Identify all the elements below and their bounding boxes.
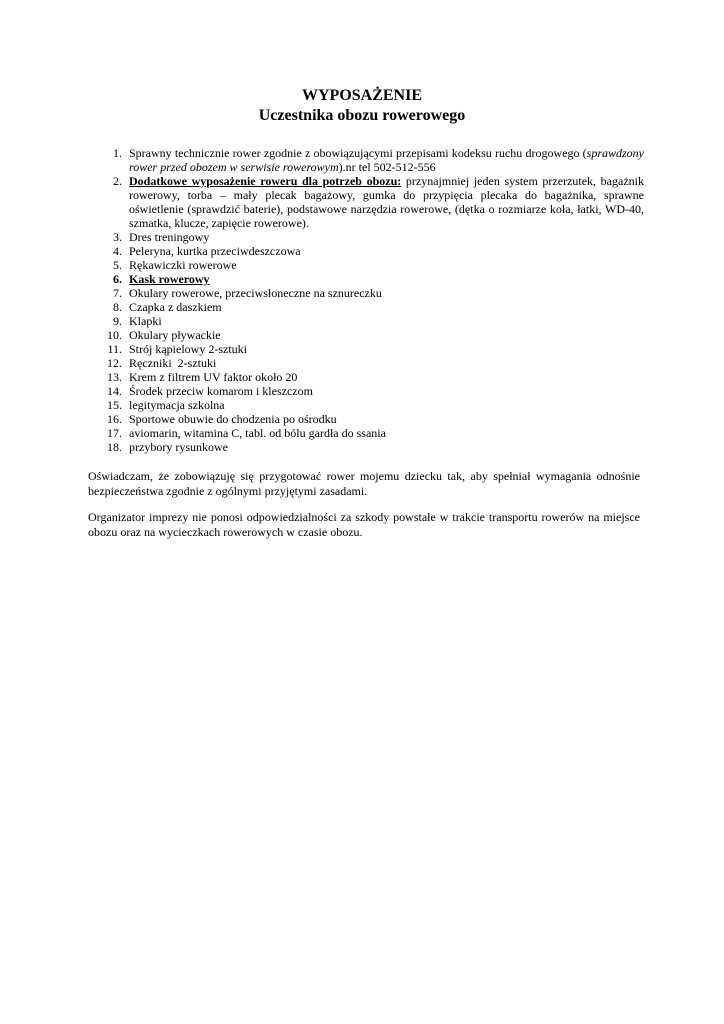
list-item [88, 440, 644, 454]
list-item [88, 174, 644, 230]
list-item [88, 328, 644, 342]
list-item-text: Klapki [129, 314, 162, 328]
list-item-number: 4. [113, 244, 122, 258]
declaration-paragraph: Oświadczam, że zobowiązuję się przygotować rower mojemu dziecku tak, aby spełniał wymagania odnośnie bezpieczeństwa zgodnie z ogólnymi przyjętymi zasadami. [88, 469, 640, 498]
list-item-number: 14. [107, 384, 122, 398]
liability-paragraph: Organizator imprezy nie ponosi odpowiedzialności za szkody powstałe w trakcie transportu rowerów na miejsce obozu oraz na wycieczkach rowerowych w czasie obozu. [88, 510, 640, 539]
document-title: WYPOSAŻENIE [301, 87, 423, 104]
list-item-number: 10. [107, 328, 122, 342]
list-item-number: 3. [113, 230, 122, 244]
list-item-text: Kask rowerowy [129, 272, 210, 286]
list-item-number: 18. [107, 440, 122, 454]
list-item-text: Czapka z daszkiem [129, 300, 222, 314]
list-item [88, 412, 644, 426]
list-item-number: 17. [107, 426, 122, 440]
list-item-text: Sprawny technicznie rower zgodnie z obowiązującymi przepisami kodeksu ruchu drogowego (sprawdzony rower przed obozem w serwisie rowerowym).nr tel 502-512-556 [129, 146, 644, 174]
list-item-text: Peleryna, kurtka przeciwdeszczowa [129, 244, 301, 258]
list-item-number: 9. [113, 314, 122, 328]
list-item-number: 6. [113, 272, 122, 286]
list-item-number: 15. [107, 398, 122, 412]
list-item-number: 7. [113, 286, 122, 300]
list-item [88, 146, 644, 174]
list-item-text: Dodatkowe wyposażenie roweru dla potrzeb obozu: przynajmniej jeden system przerzutek, bagażnik rowerowy, torba – mały plecak bagażowy, gumka do przypięcia plecaka do bagażnika, sprawne oświetlenie (sprawdzić baterie), podstawowe narzędzia rowerowe, (dętka o rozmiarze koła, łatki, WD-40, szmatka, klucze, zapięcie rowerowe). [129, 174, 644, 230]
list-item-number: 12. [107, 356, 122, 370]
list-item-number: 2. [113, 174, 122, 188]
list-item-text: Rękawiczki rowerowe [129, 258, 237, 272]
list-item-number: 11. [107, 342, 122, 356]
list-item-text: Strój kąpielowy 2-sztuki [129, 342, 247, 356]
equipment-list [88, 146, 644, 454]
list-item [88, 230, 644, 244]
list-item-number: 13. [107, 370, 122, 384]
list-item-text: Krem z filtrem UV faktor około 20 [129, 370, 298, 384]
list-item [88, 370, 644, 384]
list-item-number: 16. [107, 412, 122, 426]
list-item [88, 244, 644, 258]
list-item-text: przybory rysunkowe [129, 440, 228, 454]
list-item [88, 384, 644, 398]
list-item-text: Środek przeciw komarom i kleszczom [129, 384, 313, 398]
list-item-text: Ręczniki 2-sztuki [129, 356, 217, 370]
list-item-text: legitymacja szkolna [129, 398, 225, 412]
list-item-italic-note: sprawdzony rower przed obozem w serwisie rowerowym [129, 146, 644, 174]
list-item [88, 342, 644, 356]
list-item [88, 426, 644, 440]
list-item-text: Dres treningowy [129, 230, 210, 244]
list-item-number: 5. [113, 258, 122, 272]
list-item-text: Sportowe obuwie do chodzenia po ośrodku [129, 412, 337, 426]
list-item-heading: Dodatkowe wyposażenie roweru dla potrzeb obozu: [129, 174, 402, 188]
list-item-text: aviomarin, witamina C, tabl. od bólu gardła do ssania [129, 426, 386, 440]
list-item [88, 272, 644, 286]
list-item [88, 258, 644, 272]
list-item-text: Okulary pływackie [129, 328, 221, 342]
list-item-number: 1. [113, 146, 122, 160]
list-item [88, 286, 644, 300]
list-item [88, 300, 644, 314]
list-item [88, 356, 644, 370]
list-item-text: Okulary rowerowe, przeciwsłoneczne na sznureczku [129, 286, 382, 300]
list-item-number: 8. [113, 300, 122, 314]
list-item [88, 314, 644, 328]
list-item [88, 398, 644, 412]
document-subtitle: Uczestnika obozu rowerowego [258, 107, 466, 124]
